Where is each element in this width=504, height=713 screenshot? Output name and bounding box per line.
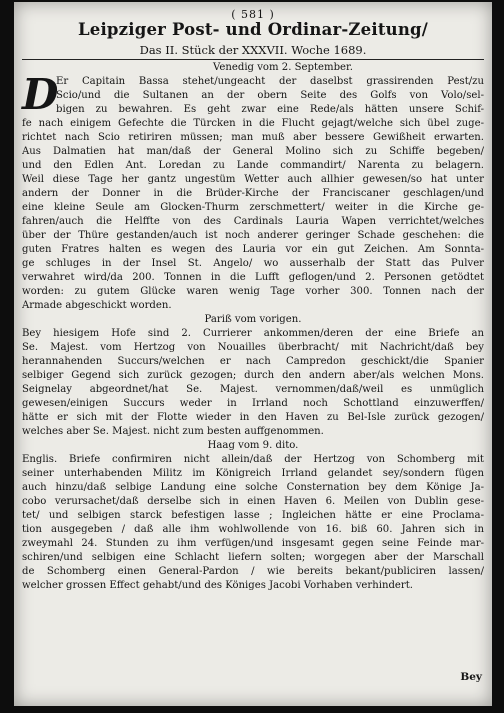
text-line: ge schluges in der Insel St. Angelo/ wo ausserhalb der Statt das Pulver bbox=[22, 258, 484, 269]
text-line: cobo verursachet/daß derselbe sich in einen Haven 6. Meilen von Dublin gese- bbox=[22, 496, 484, 507]
article-body bbox=[22, 61, 484, 683]
text-line: andern der Donner in die Brüder-Kirche der Franciscaner geschlagen/und bbox=[22, 188, 484, 199]
text-line: worden: zu gutem Glücke waren wenig Tage vorher 300. Tonnen nach der bbox=[22, 286, 484, 297]
dateline-venedig: Venedig vom 2. September. bbox=[213, 62, 353, 73]
issue-subtitle: Das II. Stück der XXXVII. Woche 1689. bbox=[139, 43, 367, 57]
text-line: Weil diese Tage her gantz ungestüm Wetter auch allhier gewesen/so hat unter bbox=[22, 174, 484, 185]
text-line: selbiger Gegend sich zurück gezogen; durch den andern aber/als welchen Mons. bbox=[22, 370, 484, 381]
text-line: Er Capitain Bassa stehet/ungeacht der daselbst grassirenden Pest/zu bbox=[56, 76, 484, 87]
text-line: Se. Majest. vom Hertzog von Nouailles überbracht/ mit Nachricht/daß bey bbox=[22, 342, 484, 353]
text-line: guten Fratres halten es wegen des Lauria vor ein gut Zeichen. Am Sonnta- bbox=[22, 244, 484, 255]
dateline-paris: Pariß vom vorigen. bbox=[204, 314, 302, 325]
text-line: welches aber Se. Majest. nicht zum besten auffgenommen. bbox=[22, 426, 324, 437]
text-line: zweymahl 24. Stunden zu ihm verfügen/und insgesamt gegen seine Feinde mar- bbox=[22, 538, 484, 549]
text-line: tion ausgegeben / daß alle ihm wohlwollende von 16. biß 60. Jahren sich in bbox=[22, 524, 484, 535]
text-line: seiner unterhabenden Militz im Königreich Irrland gelandet sey/sondern fügen bbox=[22, 468, 484, 479]
text-line: welcher grossen Effect gehabt/und des Königes Jacobi Vorhaben verhindert. bbox=[22, 580, 413, 591]
text-line: Armade abgeschickt worden. bbox=[22, 300, 172, 311]
text-line: herannahenden Succurs/welchen er nach Campredon geschickt/die Spanier bbox=[22, 356, 484, 367]
page-number: ( 581 ) bbox=[231, 8, 275, 21]
text-line: Bey hiesigem Hofe sind 2. Currierer ankommen/deren der eine Briefe an bbox=[22, 328, 484, 339]
text-line: tet/ und selbigen starck befestigen lasse ; Ingleichen hätte er eine Proclama- bbox=[22, 510, 484, 521]
text-line: fe nach einigem Gefechte die Türcken in die Flucht gejagt/welche sich übel zuge- bbox=[22, 118, 484, 129]
text-line: über der Thüre gestanden/auch ist noch anderer geringer Schade geschehen: die bbox=[22, 230, 484, 241]
text-line: bigen zu bewahren. Es geht zwar eine Rede/als hätten unsere Schif- bbox=[56, 104, 484, 115]
drop-capital: D bbox=[22, 70, 59, 119]
text-line: schiren/und selbigen eine Schlacht liefern solten; worgegen aber der Marschall bbox=[22, 552, 484, 563]
header-rule bbox=[22, 59, 484, 60]
dateline-haag: Haag vom 9. dito. bbox=[207, 440, 299, 451]
text-line: Aus Dalmatien hat man/daß der General Molino sich zu Schiffe begeben/ bbox=[22, 146, 484, 157]
newspaper-title: Leipziger Post- und Ordinar-Zeitung/ bbox=[77, 20, 429, 39]
text-line: de Schomberg einen General-Pardon / wie bereits bekant/publiciren lassen/ bbox=[22, 566, 484, 577]
newspaper-page bbox=[14, 2, 492, 706]
text-line: verwahret wird/da 200. Tonnen in die Lufft geflogen/und 2. Personen getödtet bbox=[22, 272, 484, 283]
text-line: eine kleine Seule am Glocken-Thurm zerschmettert/ weiter in die Kirche ge- bbox=[22, 202, 484, 213]
text-line: Scio/und die Sultanen an der obern Seite des Golfs von Volo/sel- bbox=[56, 90, 484, 101]
text-line: richtet nach Scio retiriren müssen; man muß aber bessere Gewißheit erwarten. bbox=[22, 132, 484, 143]
text-line: auch hinzu/daß selbige Landung eine solche Consternation bey dem Könige Ja- bbox=[22, 482, 484, 493]
text-line: hätte er sich mit der Flotte wieder in den Haven zu Bel-Isle zurück gezogen/ bbox=[22, 412, 484, 423]
catchword: Bey bbox=[460, 671, 482, 683]
text-line: gewesen/einigen Succurs weder in Irrland noch Schottland einzuwerffen/ bbox=[22, 398, 484, 409]
text-line: und den Edlen Ant. Loredan zu Lande commandirt/ Narenta zu belagern. bbox=[22, 160, 484, 171]
text-line: Englis. Briefe confirmiren nicht allein/daß der Hertzog von Schomberg mit bbox=[22, 454, 484, 465]
text-line: Seignelay abgeordnet/hat Se. Majest. vernommen/daß/weil es unmüglich bbox=[22, 384, 484, 395]
text-line: fahren/auch die Helffte von des Cardinals Lauria Wapen verrichtet/welches bbox=[22, 216, 484, 227]
